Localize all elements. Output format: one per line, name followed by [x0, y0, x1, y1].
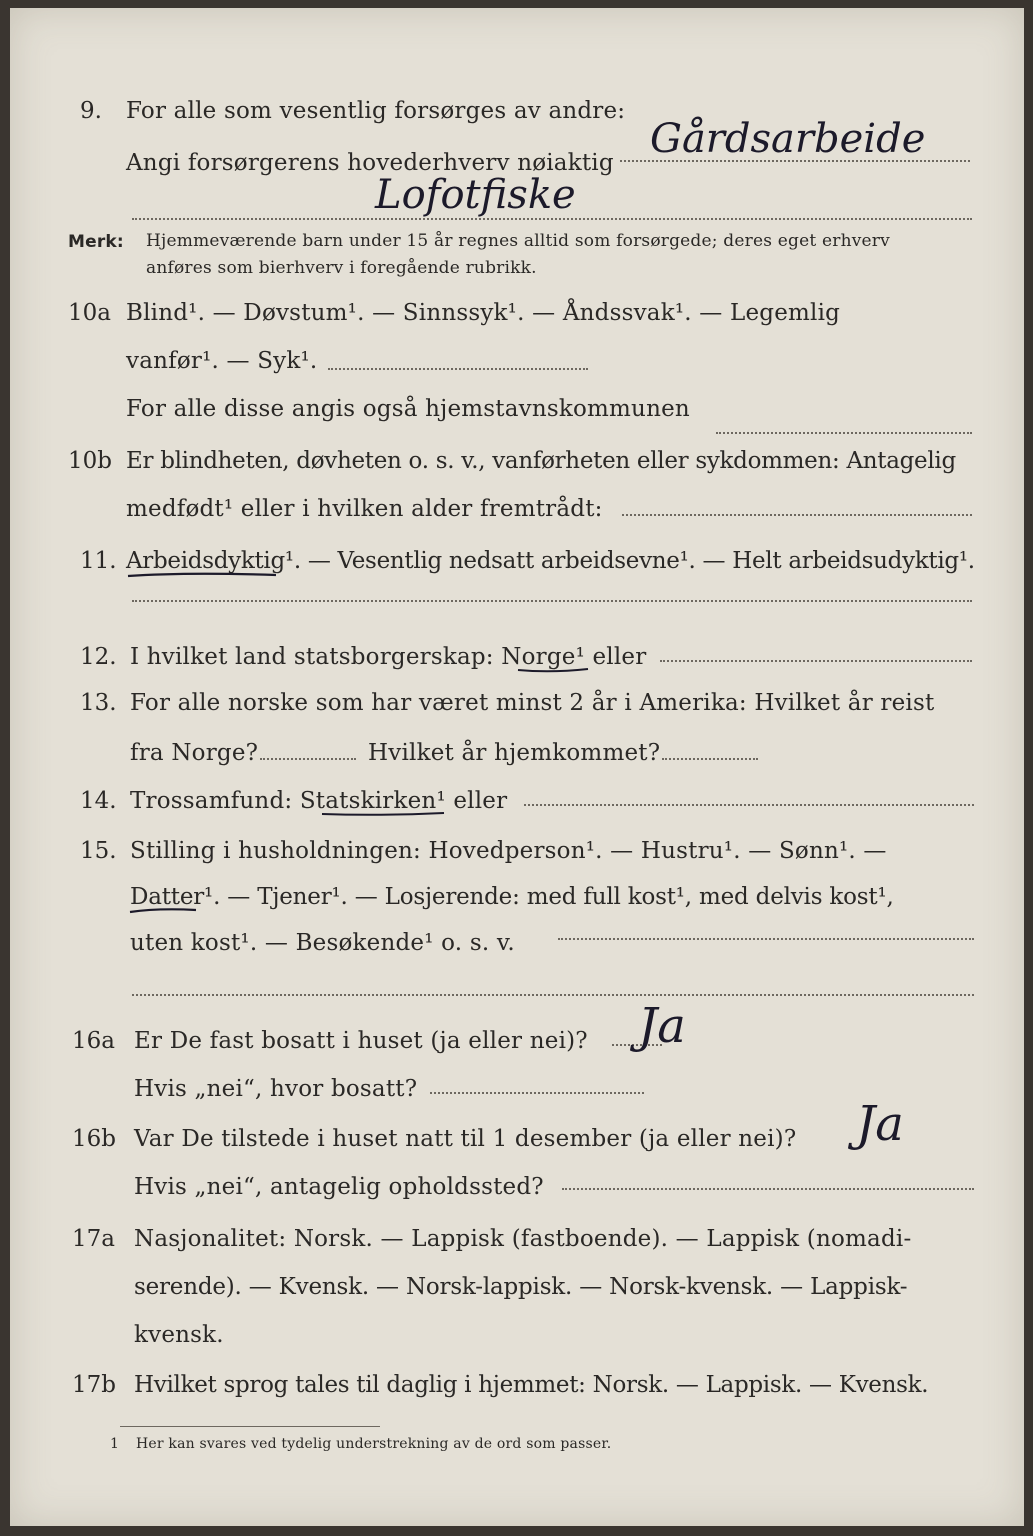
q13-line2b: Hvilket år hjemkommet?: [368, 740, 661, 766]
q17b-line1: Hvilket sprog tales til daglig i hjemmet: Norsk. — Lappisk. — Kvensk.: [134, 1372, 929, 1398]
q15-line1: Stilling i husholdningen: Hovedperson¹. — Hustru¹. — Sønn¹. —: [130, 838, 887, 864]
q15-answer-line2: [132, 994, 974, 996]
q10b-answer-line: [622, 514, 972, 516]
q10b-line1: Er blindheten, døvheten o. s. v., vanførheten eller sykdommen: Antagelig: [126, 448, 956, 474]
q14-handwritten-underline: [320, 808, 450, 822]
q15-number: 15.: [80, 838, 117, 864]
merk-label: Merk:: [68, 232, 124, 252]
q16b-handwritten-answer: Ja: [856, 1096, 904, 1152]
q10a-line3: For alle disse angis også hjemstavnskommunen: [126, 396, 690, 422]
q11-number: 11.: [80, 548, 117, 574]
q17a-line3: kvensk.: [134, 1322, 224, 1348]
census-form-page: [10, 8, 1024, 1526]
q11-handwritten-underline: [126, 568, 286, 582]
q13-line2a: fra Norge?: [130, 740, 259, 766]
q10a-line1: Blind¹. — Døvstum¹. — Sinnssyk¹. — Åndssvak¹. — Legemlig: [126, 300, 841, 326]
q16b-line1: Var De tilstede i huset natt til 1 desember (ja eller nei)?: [134, 1126, 797, 1152]
merk-line1: Hjemmeværende barn under 15 år regnes alltid som forsørgede; deres eget erhverv: [146, 231, 890, 251]
q17b-number: 17b: [72, 1372, 116, 1398]
q10b-line2: medfødt¹ eller i hvilken alder fremtrådt:: [126, 496, 603, 522]
q11-answer-line: [132, 600, 972, 602]
q10b-number: 10b: [68, 448, 112, 474]
q9-handwritten-answer1: Gårdsarbeide: [650, 116, 926, 162]
q15-line3: uten kost¹. — Besøkende¹ o. s. v.: [130, 930, 515, 956]
q13-year-left-line: [260, 758, 356, 760]
q10a-home-municipality-line: [716, 432, 972, 434]
q16a-line2: Hvis „nei“, hvor bosatt?: [134, 1076, 418, 1102]
q13-year-returned-line: [662, 758, 758, 760]
q15-answer-line1: [558, 938, 974, 940]
q16a-handwritten-answer: Ja: [638, 998, 686, 1054]
q9-number: 9.: [80, 98, 102, 124]
q16a-line1: Er De fast bosatt i huset (ja eller nei)?: [134, 1028, 588, 1054]
q14-answer-line: [524, 804, 974, 806]
q9-handwritten-answer2: Lofotfiske: [375, 172, 576, 218]
q17a-line1: Nasjonalitet: Norsk. — Lappisk (fastboende). — Lappisk (nomadi-: [134, 1226, 912, 1252]
q16b-number: 16b: [72, 1126, 116, 1152]
q15-line2: Datter¹. — Tjener¹. — Losjerende: med full kost¹, med delvis kost¹,: [130, 884, 894, 910]
q17a-line2: serende). — Kvensk. — Norsk-lappisk. — Norsk-kvensk. — Lappisk-: [134, 1274, 908, 1300]
q11-line1: Arbeidsdyktig¹. — Vesentlig nedsatt arbeidsevne¹. — Helt arbeidsudyktig¹.: [126, 548, 975, 574]
q16a-residence-line: [430, 1092, 644, 1094]
q10a-answer-line: [328, 368, 588, 370]
q12-number: 12.: [80, 644, 117, 670]
q10a-number: 10a: [68, 300, 111, 326]
q14-number: 14.: [80, 788, 117, 814]
q13-number: 13.: [80, 690, 117, 716]
q10a-line2: vanfør¹. — Syk¹.: [126, 348, 318, 374]
q14-line1: Trossamfund: Statskirken¹ eller: [130, 788, 508, 814]
q13-line1: For alle norske som har været minst 2 år i Amerika: Hvilket år reist: [130, 690, 935, 716]
q12-answer-line: [660, 660, 972, 662]
footnote-separator: [120, 1426, 380, 1427]
footnote-text: Her kan svares ved tydelig understrekning av de ord som passer.: [136, 1436, 612, 1452]
q9-line1: For alle som vesentlig forsørges av andre:: [126, 98, 626, 124]
q16b-whereabouts-line: [562, 1188, 974, 1190]
q9-answer-line2: [132, 218, 972, 220]
q12-handwritten-underline: [516, 664, 596, 678]
q15-handwritten-underline: [128, 904, 208, 918]
q16b-line2: Hvis „nei“, antagelig opholdssted?: [134, 1174, 544, 1200]
merk-line2: anføres som bierhverv i foregående rubrikk.: [146, 258, 537, 278]
q16a-number: 16a: [72, 1028, 115, 1054]
footnote-mark: 1: [110, 1436, 120, 1452]
q12-line1: I hvilket land statsborgerskap: Norge¹ eller: [130, 644, 647, 670]
q17a-number: 17a: [72, 1226, 115, 1252]
q9-line2: Angi forsørgerens hovederhverv nøiaktig: [126, 150, 614, 176]
